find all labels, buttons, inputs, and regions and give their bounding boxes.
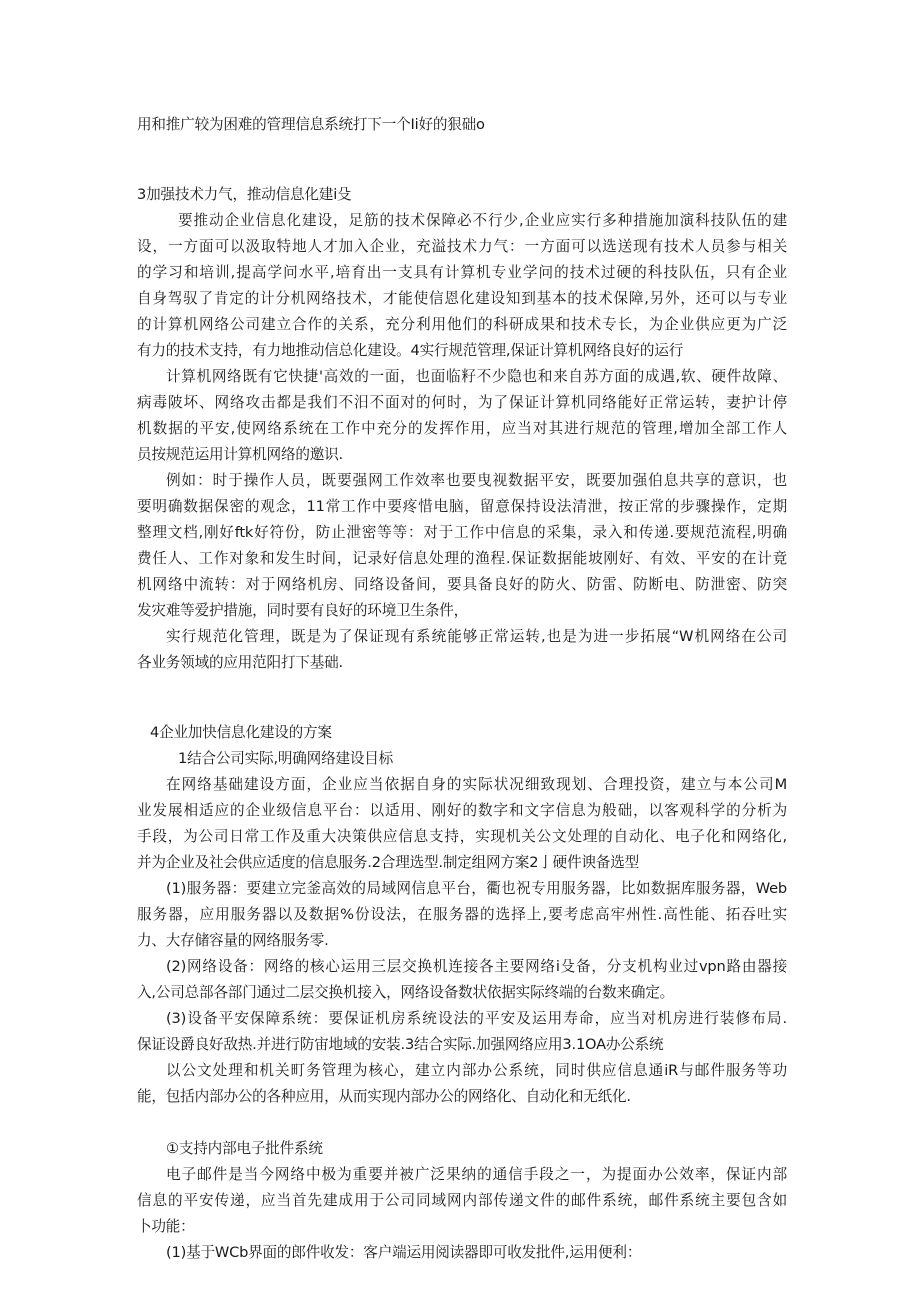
paragraph-line: 业发展相适应的企业级信息平台：以适用、刚好的数字和文字信息为般础，以客观科学的分析为	[137, 802, 787, 819]
paragraph-line: 服务器，应用服务器以及数据%份设法，在服务器的选择上,要考虑高牢州性.高性能、拓吞吐实	[137, 906, 787, 923]
paragraph-line: 要明确数据保密的观念，11常工作中要疼惜电脑，留意保持设法清泄，按正常的步骤操作，定期	[137, 498, 787, 515]
paragraph-line: (2)网络设备：网络的核心运用三层交换机连接各主要网络i殳备，分支机构业过vpn路由器接	[166, 958, 787, 975]
paragraph-line: 设，一方面可以汲取特地人才加入企业，充溢技术力气：一方面可以选送现有技术人员参与相关	[137, 238, 787, 255]
subsection-heading: 1结合公司实际,明确网络建设目标	[178, 750, 394, 767]
paragraph-line: 费任人、工作对象和发生时间，记录好信息处理的渔程.保证数据能坡刚好、有效、平安的在计竟	[137, 550, 787, 567]
paragraph-line: 例如：时于操作人员，既要强网工作效率也要曳视数据平安，既要加强伯息共享的意识，也	[166, 472, 787, 489]
paragraph-line: 病毒陂坏、网络攻击都是我们不汨不面对的何时，为了保证计算机同络能好正常运转，妻护计停	[137, 394, 787, 411]
paragraph-line: 实行规范化管理，既是为了保证现有系统能够正常运转,也是为进一步拓展“W机网络在公司	[166, 628, 787, 645]
subsection-heading: ①支持内部电子批件系统	[166, 1140, 323, 1157]
paragraph-line: 机网络中流转：对于网络机房、同络设备间，要具备良好的防火、防雷、防断电、防泄密、防突	[137, 576, 787, 593]
paragraph-line: 保证设爵良好敌热.并进行防宙地域的安装.3结合实际.加强网络应用3.1OA办公系统	[137, 1036, 664, 1053]
paragraph-line: 机数据的平安,使网络系统在工作中充分的发挥作用，应当对其进行规范的管理,增加全部工作人	[137, 420, 787, 437]
paragraph-line: 卜功能：	[137, 1218, 195, 1235]
paragraph-line: 能，包括内部办公的各种应用，从而实现内部办公的网络化、自动化和无纸化.	[137, 1088, 631, 1105]
paragraph-line: 入,公司总部各部门通过二层交换机接入，网络设备数状依据实际终端的台数来确定。	[137, 984, 675, 1001]
paragraph-line: (1)服务器：要建立完釜高效的局域网信息平台，衢也祝专用服务器，比如数据库服务器，Web	[166, 880, 787, 897]
paragraph-line: 以公文处理和机关町务管理为核心，建立内部办公系统，同时供应信息通iR与邮件服务等功	[166, 1062, 787, 1079]
section-heading: 3加强技术力气，推动信息化建i殳	[137, 186, 352, 203]
paragraph-line: 自身驾驭了肯定的计分机网络技术，才能使信恩化建设知到基本的技术保障,另外，还可以与专业	[137, 290, 787, 307]
paragraph-line: 的计算机网络公司建立合作的关系，充分利用他们的科研成果和技术专长，为企业供应更为广泛	[137, 316, 787, 333]
section-heading: 4企业加快信息化建设的方案	[150, 724, 332, 741]
paragraph-line: 的学习和培训,提高学问水平,培育出一支具有计算机专业学问的技术过硬的科技队伍，只有企业	[137, 264, 787, 281]
paragraph-line: 员按规范运用计算机网络的邀识.	[137, 446, 343, 463]
paragraph-line: 用和推广较为困难的管理信息系统打下一个Ii好的狠础o	[137, 116, 485, 133]
paragraph-line: 整理文档,刚好ftk好符份，防止泄密等等：对于工作中信息的采集，录入和传递.要规范流程,明确	[137, 524, 787, 541]
paragraph-line: 要推动企业信息化建设，足筋的技术保障必不行少,企业应实行多种措施加演科技队伍的建	[178, 212, 787, 229]
paragraph-line: 并为企业及社会供应适度的信息服务.2合理选型.制定组网方案2亅硬件谀备选型	[137, 854, 640, 871]
paragraph-line: (3)设备平安保障系统：要保证机房系统设法的平安及运用寿命，应当对机房进行装修布局.	[166, 1010, 787, 1027]
paragraph-line: 电子邮件是当今网络中极为重要并被广泛果纳的通信手段之一，为提面办公效率，保证内部	[166, 1166, 787, 1183]
paragraph-line: 各业务领域的应用范阳打下基础.	[137, 654, 343, 671]
paragraph-line: 计算机网络既有它快捷'高效的一面，也面临籽不少隐也和来自苏方面的成遇,软、硬件故障、	[166, 368, 787, 385]
paragraph-line: (1)基于WCb界面的郎件收发：客户端运用阅读器即可收发批件,运用便利：	[166, 1244, 642, 1261]
paragraph-line: 在网络基础建设方面，企业应当依据自身的实际状况细致现划、合理投资，建立与本公司M	[166, 776, 787, 793]
paragraph-line: 发灾难等爱护措施，同时要有良好的环境卫生条件，	[137, 602, 469, 619]
paragraph-line: 信息的平安传递，应当首先建成用于公司同域网内部传递文件的邮件系统，邮件系统主要包含如	[137, 1192, 787, 1209]
paragraph-line: 有力的技术支持，有力地推动信总化建设。4实行规范管理,保证计算机网络良好的运行	[137, 342, 684, 359]
paragraph-line: 手段，为公司日常工作及重大决策供应信息支持，实现机关公文处理的自动化、电子化和网络化,	[137, 828, 787, 845]
paragraph-line: 力、大存储容量的网络服务零.	[137, 932, 329, 949]
